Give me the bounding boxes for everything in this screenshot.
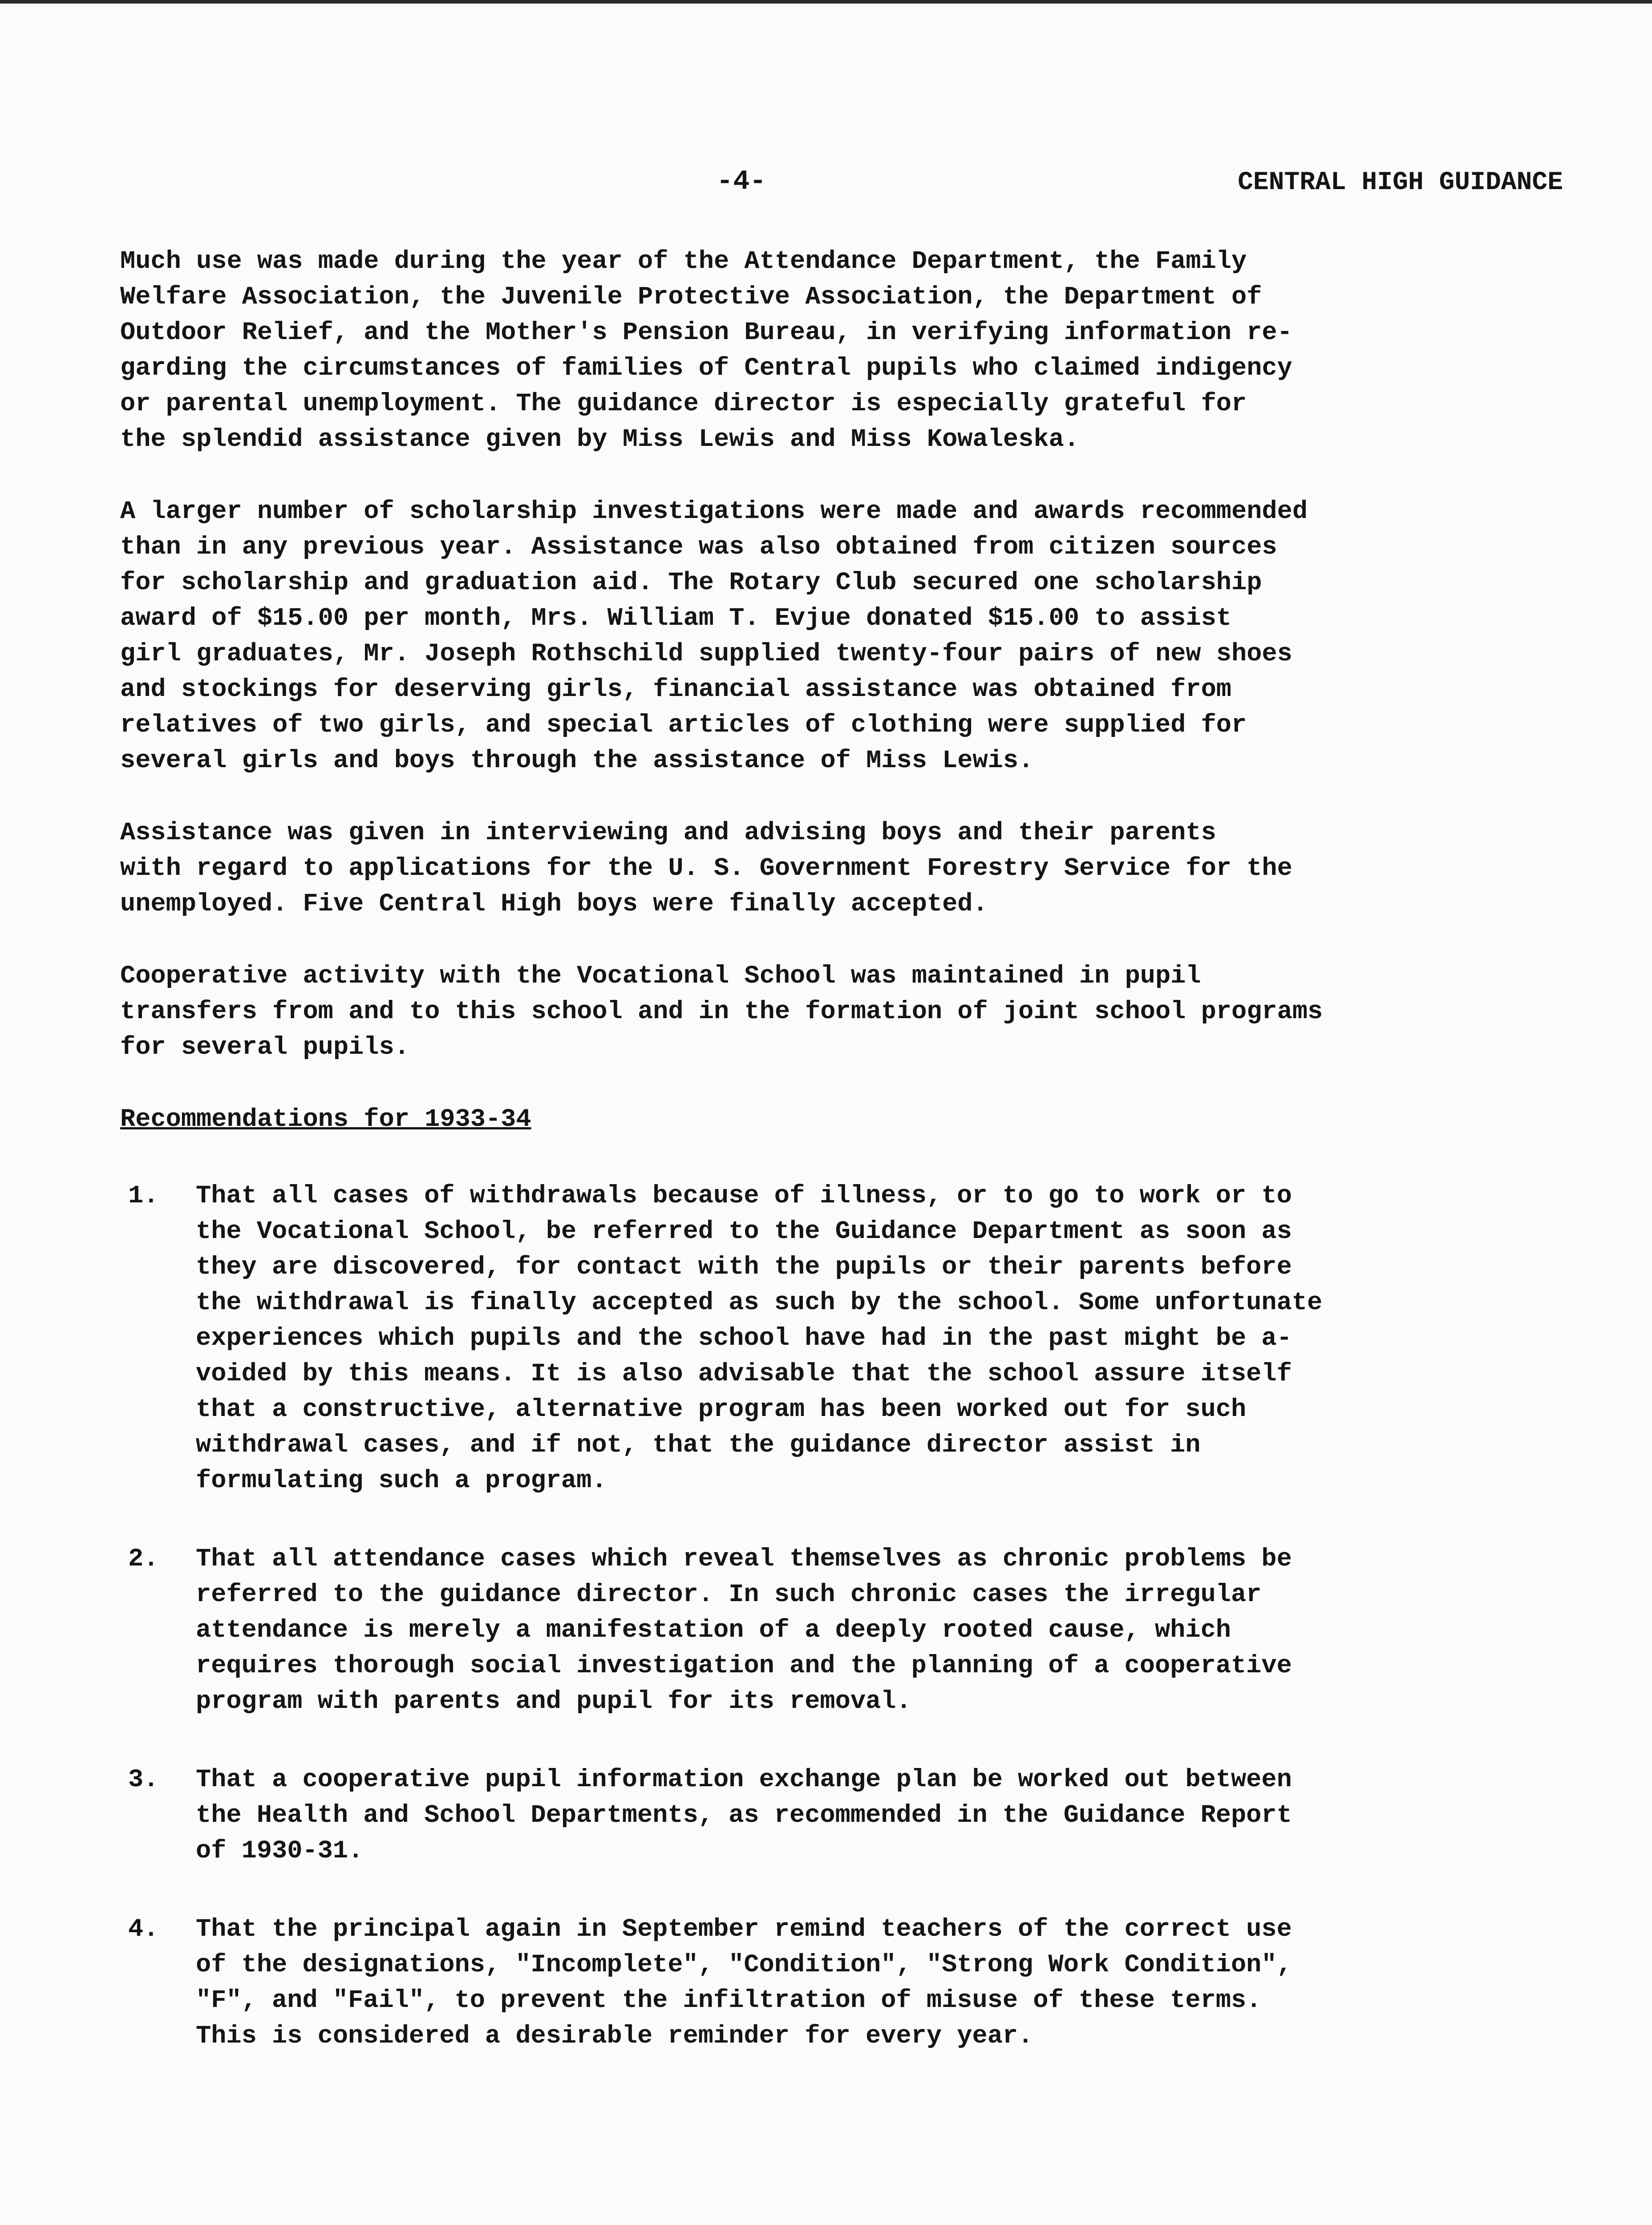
page-top-edge	[0, 0, 1652, 4]
text-line: program with parents and pupil for its removal.	[196, 1687, 911, 1716]
recommendations-list	[120, 1178, 1540, 2054]
text-line: transfers from and to this school and in the formation of joint school programs	[120, 998, 1323, 1026]
text-line: that a constructive, alternative program has been worked out for such	[196, 1396, 1247, 1424]
text-line: This is considered a desirable reminder for every year.	[196, 2022, 1033, 2051]
text-line: of 1930-31.	[196, 1837, 364, 1865]
text-line: the Health and School Departments, as recommended in the Guidance Report	[196, 1801, 1292, 1830]
text-line: Assistance was given in interviewing and advising boys and their parents	[120, 819, 1216, 847]
text-line: voided by this means. It is also advisable that the school assure itself	[196, 1360, 1292, 1388]
text-line: experiences which pupils and the school have had in the past might be a-	[196, 1324, 1292, 1353]
text-line: "F", and "Fail", to prevent the infiltration of misuse of these terms.	[196, 1986, 1262, 2015]
recommendation-item	[120, 1912, 1540, 2054]
paragraph-forestry-service	[120, 815, 1540, 922]
recommendation-item	[120, 1541, 1540, 1719]
text-line: attendance is merely a manifestation of a deeply rooted cause, which	[196, 1616, 1231, 1645]
text-line: Cooperative activity with the Vocational School was maintained in pupil	[120, 962, 1201, 991]
paragraph-vocational-school	[120, 959, 1540, 1065]
text-line: That all attendance cases which reveal themselves as chronic problems be	[196, 1545, 1292, 1574]
recommendation-number: 4.	[128, 1915, 159, 1944]
text-line: A larger number of scholarship investigations were made and awards recommended	[120, 498, 1308, 526]
text-line: than in any previous year. Assistance was also obtained from citizen sources	[120, 533, 1277, 562]
text-line: they are discovered, for contact with the pupils or their parents before	[196, 1253, 1292, 1282]
text-line: with regard to applications for the U. S. Government Forestry Service for the	[120, 854, 1292, 883]
text-line: garding the circumstances of families of Central pupils who claimed indigency	[120, 354, 1292, 383]
text-line: Much use was made during the year of the Attendance Department, the Family	[120, 247, 1247, 276]
text-line: formulating such a program.	[196, 1467, 607, 1495]
document-body	[120, 244, 1540, 2097]
recommendation-number: 3.	[128, 1766, 159, 1794]
text-line: for several pupils.	[120, 1033, 409, 1062]
recommendation-number: 2.	[128, 1545, 159, 1574]
text-line: award of $15.00 per month, Mrs. William T. Evjue donated $15.00 to assist	[120, 604, 1232, 633]
recommendations-heading: Recommendations for 1933-34	[120, 1105, 531, 1134]
text-line: the splendid assistance given by Miss Lewis and Miss Kowaleska.	[120, 425, 1079, 454]
text-line: Outdoor Relief, and the Mother's Pension Bureau, in verifying information re-	[120, 319, 1292, 347]
text-line: relatives of two girls, and special articles of clothing were supplied for	[120, 711, 1247, 740]
text-line: for scholarship and graduation aid. The Rotary Club secured one scholarship	[120, 569, 1262, 597]
paragraph-scholarships	[120, 494, 1540, 779]
text-line: That a cooperative pupil information exchange plan be worked out between	[196, 1766, 1292, 1794]
text-line: several girls and boys through the assistance of Miss Lewis.	[120, 747, 1034, 775]
text-line: That the principal again in September remind teachers of the correct use	[196, 1915, 1292, 1944]
page-number: -4-	[717, 166, 766, 197]
text-line: withdrawal cases, and if not, that the guidance director assist in	[196, 1431, 1201, 1460]
text-line: the withdrawal is finally accepted as such by the school. Some unfortunate	[196, 1289, 1323, 1317]
paragraph-agencies	[120, 244, 1540, 457]
recommendation-item	[120, 1178, 1540, 1499]
recommendation-item	[120, 1762, 1540, 1869]
text-line: Welfare Association, the Juvenile Protective Association, the Department of	[120, 283, 1262, 312]
text-line: and stockings for deserving girls, financial assistance was obtained from	[120, 676, 1232, 704]
recommendation-number: 1.	[128, 1182, 159, 1210]
text-line: That all cases of withdrawals because of illness, or to go to work or to	[196, 1182, 1292, 1210]
running-header: CENTRAL HIGH GUIDANCE	[1238, 168, 1563, 197]
text-line: requires thorough social investigation and the planning of a cooperative	[196, 1652, 1292, 1680]
text-line: referred to the guidance director. In such chronic cases the irregular	[196, 1581, 1262, 1609]
text-line: girl graduates, Mr. Joseph Rothschild supplied twenty-four pairs of new shoes	[120, 640, 1292, 668]
text-line: or parental unemployment. The guidance director is especially grateful for	[120, 390, 1247, 418]
text-line: of the designations, "Incomplete", "Condition", "Strong Work Condition",	[196, 1951, 1292, 1979]
text-line: unemployed. Five Central High boys were finally accepted.	[120, 890, 988, 918]
text-line: the Vocational School, be referred to the Guidance Department as soon as	[196, 1218, 1292, 1246]
